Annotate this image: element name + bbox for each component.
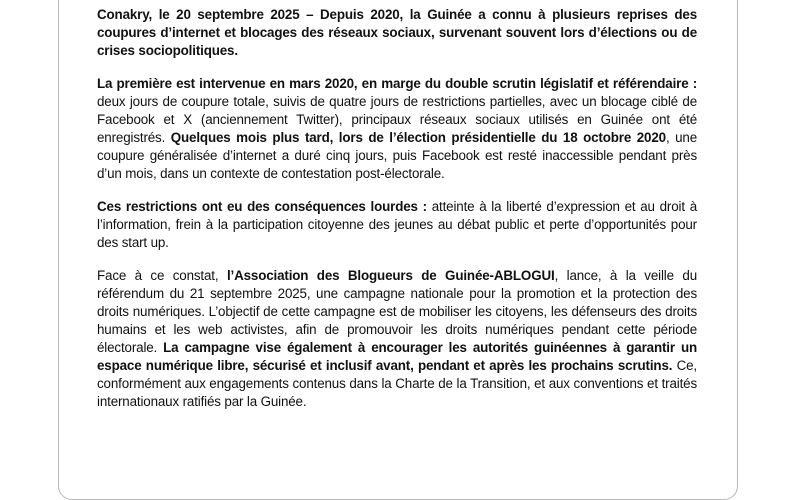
paragraph-consequences	[97, 198, 697, 252]
text-run: Quelques mois plus tard, lors de l’élection présidentielle du 18 octobre 2020	[170, 130, 666, 145]
text-run: Conakry, le 20 septembre 2025 – Depuis 2020, la Guinée a connu à plusieurs reprises des coupures d’internet et blocages des réseaux sociaux, survenant souvent lors d’élections ou de crises sociopolitiques.	[97, 7, 697, 58]
text-run: , lance, à la veille du référendum du 21 septembre 2025, une campagne nationale pour la promotion et la protection des droits numériques. L’objectif de cette campagne est de mobiliser les citoyens, les défenseurs des droits humains et les web activistes, afin de promouvoir les droits numériques pendant cette période électorale.	[97, 268, 697, 355]
text-run: La campagne vise également à encourager les autorités guinéennes à garantir un espace numérique libre, sécurisé et inclusif avant, pendant et après les prochains scrutins.	[97, 340, 698, 373]
text-run: , une coupure généralisée d’internet a duré cinq jours, puis Facebook est resté inaccessible pendant près d’un mois, dans un contexte de contestation post-électorale.	[97, 130, 697, 181]
text-run: l’Association des Blogueurs de Guinée-ABLOGUI	[226, 268, 555, 283]
text-run: La première est intervenue en mars 2020, en marge du double scrutin législatif et référendaire :	[97, 76, 697, 91]
paragraph-intro	[97, 6, 697, 60]
press-release-body	[97, 6, 697, 411]
text-run: Face à ce constat,	[97, 268, 227, 283]
text-run: deux jours de coupure totale, suivis de quatre jours de restrictions partielles, avec un blocage ciblé de Facebook et X (anciennement Twitter), principaux réseaux sociaux utilisés en Guinée ont été enregistrés.	[97, 94, 697, 145]
text-run: Ce, conformément aux engagements contenus dans la Charte de la Transition, et aux conventions et traités internationaux ratifiés par la Guinée.	[97, 358, 697, 409]
text-run: Ces restrictions ont eu des conséquences lourdes :	[97, 199, 427, 214]
paragraph-campaign	[97, 267, 697, 411]
paragraph-march-2020	[97, 75, 697, 183]
text-run: atteinte à la liberté d’expression et au droit à l’information, frein à la participation citoyenne des jeunes au débat public et perte d’opportunités pour des start up.	[97, 199, 697, 250]
